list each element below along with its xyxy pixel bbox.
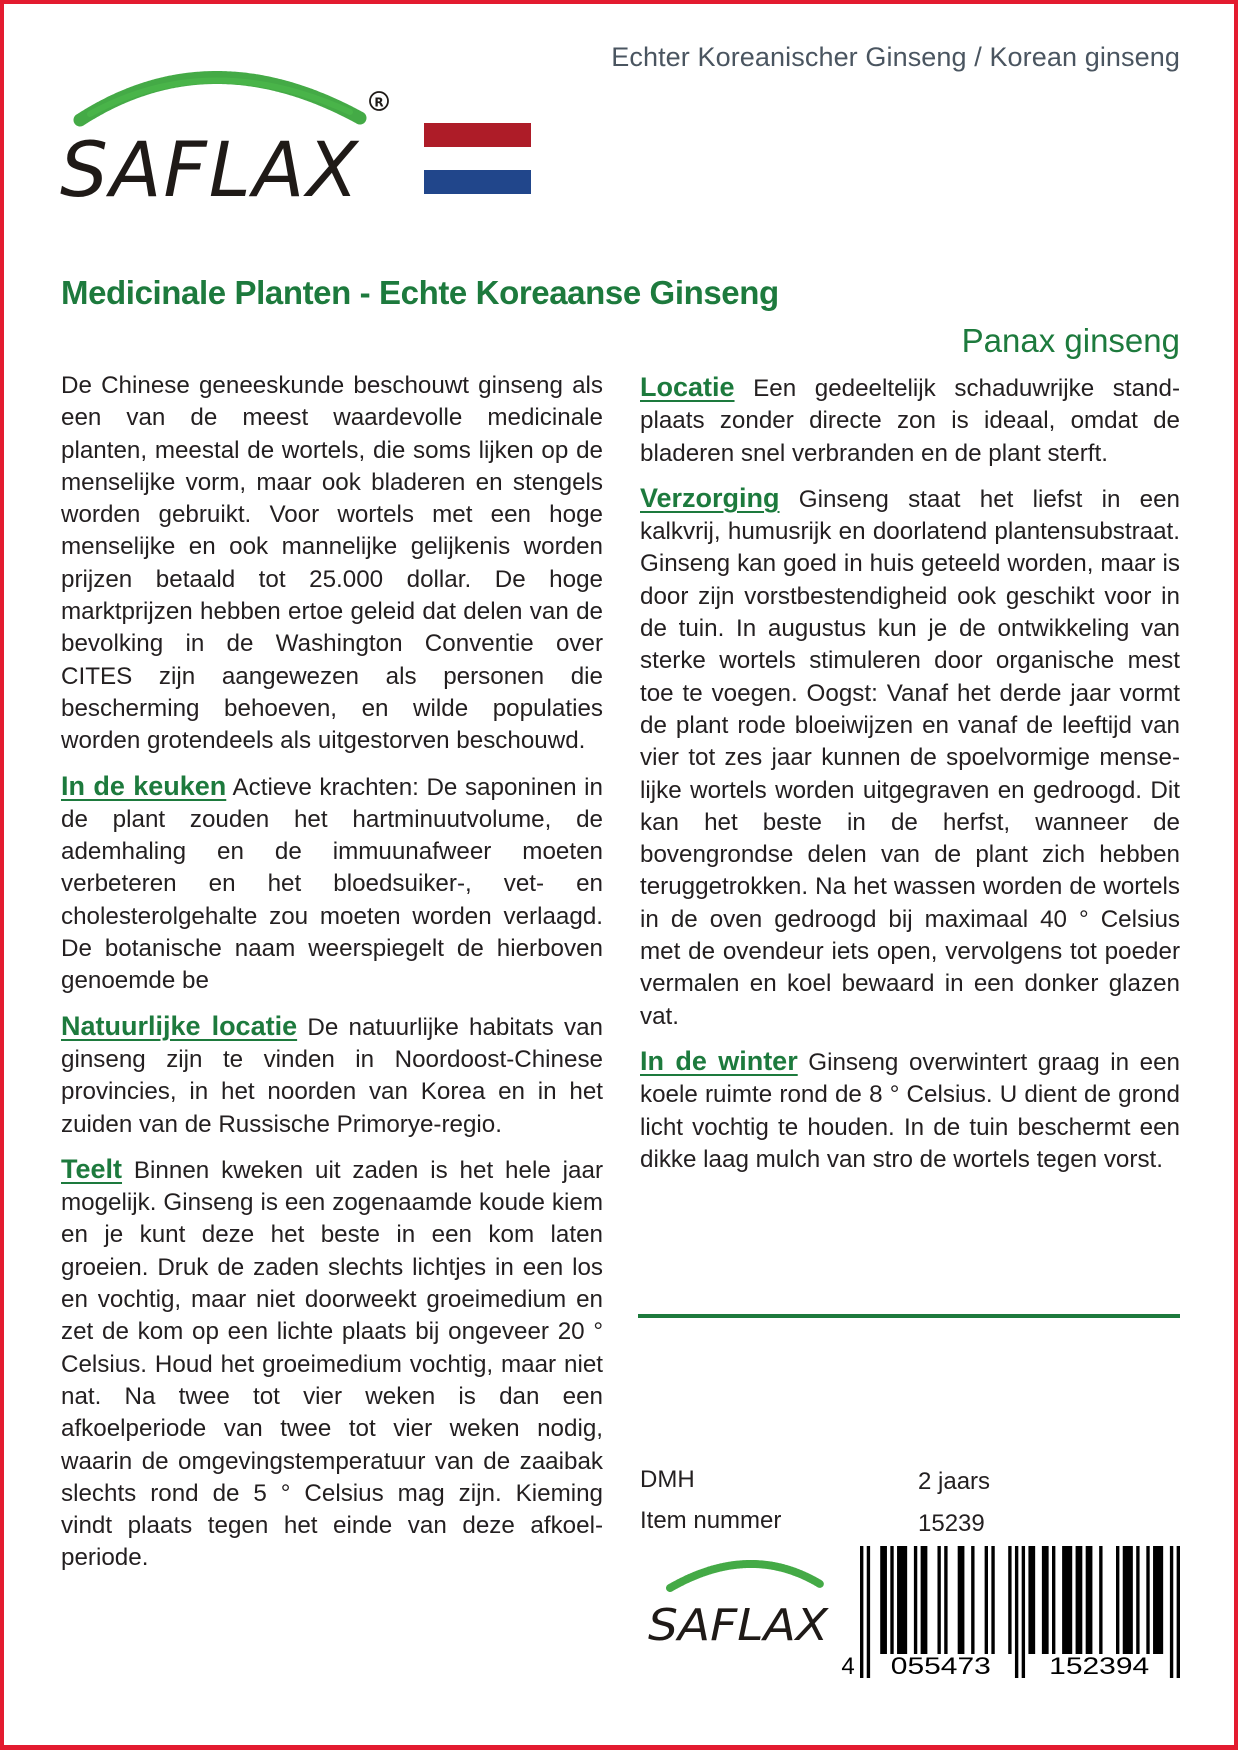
barcode-bar bbox=[1123, 1546, 1133, 1654]
section-text: Ginseng overwintert graag in een koele ruimte rond de 8 ° Celsius. U dient de grond licht vochtig te houden. In de tuin beschermt een dikke laag mulch van stro de wortels tegen vorst. bbox=[640, 1048, 1180, 1173]
section-heading: In de keuken bbox=[61, 770, 227, 801]
saflax-logo-small bbox=[640, 1548, 860, 1648]
left-column bbox=[61, 370, 603, 1587]
barcode-digit-first: 4 bbox=[841, 1653, 855, 1680]
barcode-guard-bar bbox=[860, 1546, 863, 1678]
barcode-bar bbox=[985, 1546, 988, 1654]
section-cultivation bbox=[61, 1153, 603, 1575]
barcode-bar bbox=[991, 1546, 994, 1654]
flag-red-stripe bbox=[424, 123, 531, 147]
flag-white-stripe bbox=[424, 147, 531, 171]
section-text: Actieve krachten: De saponinen in de plant zouden het hartminuutvolume, de ademhaling en de immuunafweer moeten verbeteren en het bloedsuiker-, vet- en cholesterolgehalte zou moeten worden verlaagd. De botanische naam weerspiegelt de hierboven genoemde be bbox=[61, 773, 603, 995]
section-text: Een gedeeltelijk schaduwrijke standplaats zonder directe zon is ideaal, omdat de bladeren snel verbranden en de plant sterft. bbox=[640, 375, 1180, 467]
barcode-bar bbox=[1028, 1546, 1035, 1654]
section-winter bbox=[640, 1045, 1180, 1176]
item-number-label: Item nummer bbox=[640, 1507, 782, 1534]
logo-text: SAFLAX bbox=[648, 1600, 829, 1648]
barcode-bar bbox=[1116, 1546, 1119, 1654]
barcode-guard-bar bbox=[1015, 1546, 1018, 1678]
barcode-bar bbox=[1136, 1546, 1139, 1654]
flag-blue-stripe bbox=[424, 170, 531, 194]
section-text: Ginseng staat het liefst in een kalkvrij, humusrijk en doorlatend plantensubstraat. Ginseng kan goed in huis geteeld worden, maar is door zijn vorstbestendigheid ook geschikt voor in de tuin. In augustus kun je de ontwikkeling van sterke wortels stimuleren door organische mest toe te voegen. Oogst: Vanaf het derde jaar vormt de plant rode bloeiwijzen en vanaf de leeftijd van vier tot zes jaar kunnen de spoelvormige menselijke wortels worden uitgegraven en gedroogd. Dit kan het beste in de herfst, wanneer de bovengrondse delen van de plant zich hebben teruggetrokken. Na het wassen worden de wortels in de oven gedroogd bij maximaal 40 ° Celsius met de ovendeur iets open, vervolgens tot poeder vermalen en koel bewaard in een donker glazen vat. bbox=[640, 485, 1180, 1030]
barcode-bar bbox=[1062, 1546, 1072, 1654]
section-heading: Locatie bbox=[640, 372, 735, 402]
barcode-bar bbox=[1086, 1546, 1093, 1654]
ean13-barcode bbox=[840, 1546, 1180, 1680]
barcode-bar bbox=[971, 1546, 974, 1654]
logo-green-arc bbox=[670, 1564, 820, 1588]
saflax-logo bbox=[60, 48, 410, 208]
barcode-bar bbox=[937, 1546, 940, 1654]
right-column bbox=[640, 371, 1180, 1188]
section-heading: Verzorging bbox=[640, 482, 780, 513]
barcode-digits-right: 152394 bbox=[1049, 1653, 1150, 1680]
section-divider bbox=[638, 1314, 1180, 1318]
barcode-bar bbox=[1042, 1546, 1049, 1654]
barcode-guard-bar bbox=[867, 1546, 870, 1678]
barcode-bar bbox=[1099, 1546, 1102, 1654]
section-kitchen bbox=[61, 770, 603, 998]
barcode-bar bbox=[880, 1546, 887, 1654]
logo-text: SAFLAX bbox=[60, 125, 360, 208]
item-number-value: 15239 bbox=[918, 1510, 985, 1537]
barcode-bar bbox=[921, 1546, 928, 1654]
section-natural-location bbox=[61, 1010, 603, 1141]
scientific-name: Panax ginseng bbox=[961, 322, 1180, 359]
barcode-bar bbox=[1153, 1546, 1163, 1654]
barcode-guard-bar bbox=[1170, 1546, 1173, 1678]
barcode-bar bbox=[944, 1546, 947, 1654]
barcode-guard-bar bbox=[1177, 1546, 1180, 1678]
section-care bbox=[640, 482, 1180, 1033]
product-title-german-english: Echter Koreanischer Ginseng / Korean ginseng bbox=[611, 42, 1180, 72]
section-heading: Natuurlijke locatie bbox=[61, 1010, 298, 1041]
barcode-bar bbox=[914, 1546, 917, 1654]
barcode-bar bbox=[1052, 1546, 1055, 1654]
dmh-value: 2 jaars bbox=[918, 1468, 991, 1495]
barcode-digits-left: 055473 bbox=[890, 1653, 991, 1680]
barcode-bar bbox=[897, 1546, 907, 1654]
section-text: Binnen kweken uit zaden is het hele jaar mogelijk. Ginseng is een zogenaamde koude kiem en je kunt deze het beste in een kom laten groeien. Druk de zaden slechts lichtjes in een los en vochtig, maar niet doorweekt groeimedium en zet de kom op een lichte plaats bij ongeveer 20 ° Celsius. Houd het groeimedium vochtig, maar niet nat. Na twee tot vier weken is dan een afkoelperiode van twee tot vier weken nodig, waarin de omgevingstemperatuur van de zaaibak slechts rond de 5 ° Celsius mag zijn. Kieming vindt plaats tegen het einde van deze afkoelperiode. bbox=[61, 1156, 603, 1572]
section-text: De natuurlijke habitats van ginseng zijn te vinden in Noordoost-Chinese provincies, in het noorden van Korea en in het zuiden van de Russische Primorye-regio. bbox=[61, 1013, 603, 1138]
barcode-bar bbox=[958, 1546, 965, 1654]
section-location bbox=[640, 371, 1180, 470]
intro-paragraph: De Chinese geneeskunde beschouwt ginseng als een van de meest waardevolle medicinale planten, meestal de wortels, die soms lijken op de menselijke vorm, maar ook bladeren en stengels worden gebruikt. Voor wortels met een hoge menselijke en ook mannelijke gelijkenis worden prijzen betaald tot 25.000 dollar. De hoge marktprijzen hebben ertoe geleid dat delen van de bevolking in de Washington Conventie over CITES zijn aangewezen als personen die bescherming behoeven, en wilde populaties worden grotendeels als uitgestorven beschouwd. bbox=[61, 372, 603, 755]
netherlands-flag-icon bbox=[424, 123, 531, 195]
svg-text:R: R bbox=[374, 95, 384, 110]
barcode-bar bbox=[1008, 1546, 1011, 1654]
barcode-bar bbox=[1076, 1546, 1083, 1654]
page-title: Medicinale Planten - Echte Koreaanse Ginseng bbox=[61, 274, 779, 311]
dmh-label: DMH bbox=[640, 1466, 695, 1493]
barcode-guard-bar bbox=[1022, 1546, 1025, 1678]
section-heading: Teelt bbox=[61, 1153, 123, 1184]
barcode-bar bbox=[890, 1546, 893, 1654]
barcode-bar bbox=[1146, 1546, 1149, 1654]
section-heading: In de winter bbox=[640, 1045, 798, 1076]
